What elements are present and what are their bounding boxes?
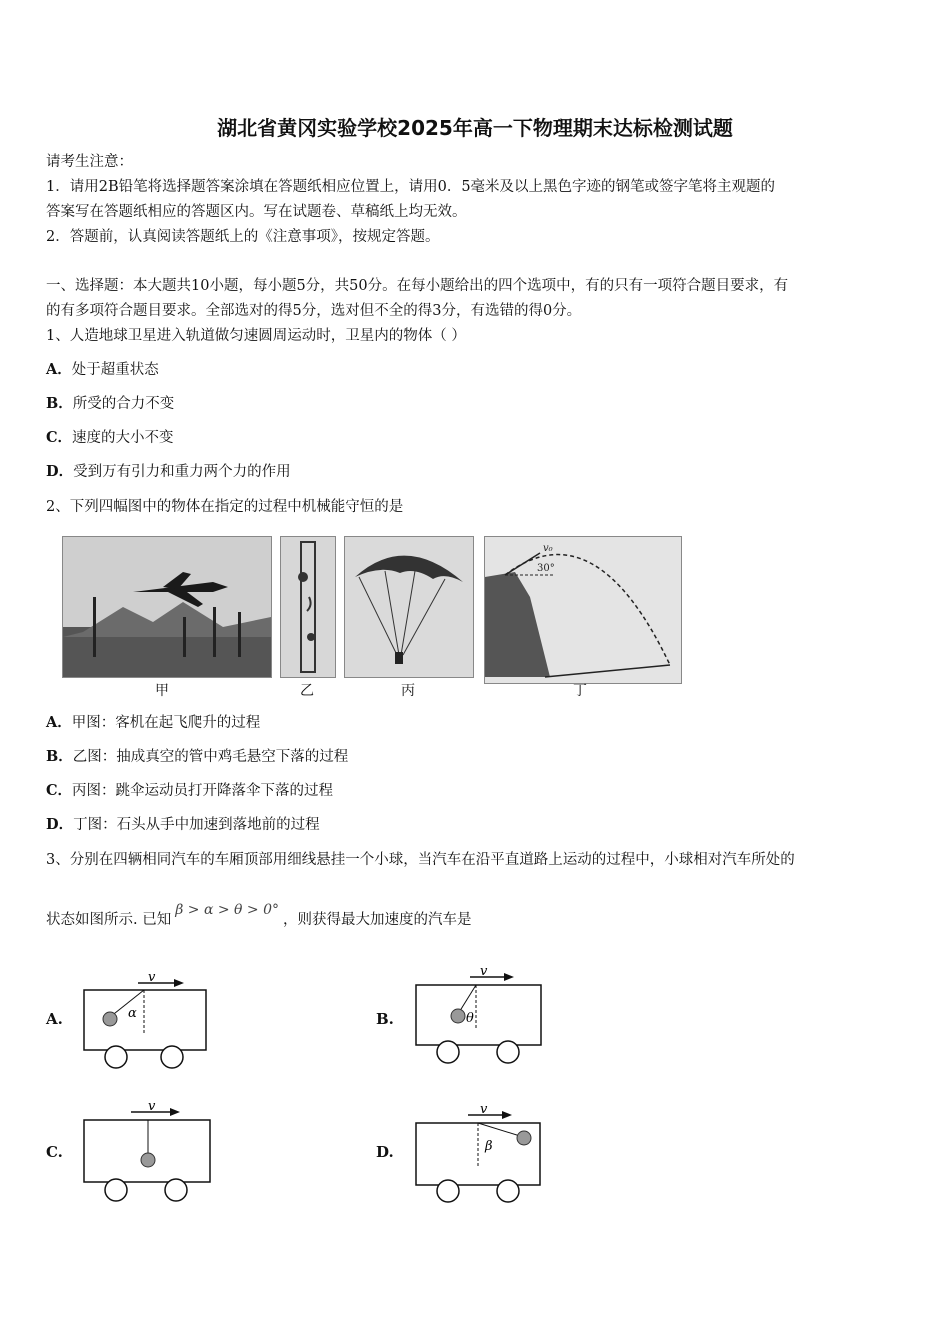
car-diagram-b: [408, 960, 548, 1070]
q3-stem: 3、分别在四辆相同汽车的车厢顶部用细线悬挂一个小球，当汽车在沿平直道路上运动的过程中，小球相对汽车所处的: [46, 852, 795, 868]
section-line-1: 一、选择题：本大题共10小题，每小题5分，共50分。在每小题给出的四个选项中，有的只有一项符合题目要求，有: [46, 278, 789, 294]
photo-projectile: [484, 536, 682, 684]
q2-option-b: B．乙图：抽成真空的管中鸡毛悬空下落的过程: [46, 748, 349, 765]
caption-jia: 甲: [155, 683, 169, 699]
velocity-label-b: v: [480, 964, 488, 979]
car-b-label: B.: [376, 1010, 394, 1028]
notice-line-1: 1．请用2B铅笔将选择题答案涂填在答题纸相应位置上，请用0．5毫米及以上黑色字迹的钢笔或签字笔将主观题的: [46, 179, 776, 195]
car-c-label: C.: [46, 1143, 63, 1161]
angle-alpha: α: [128, 1006, 137, 1021]
q3-stem-2: 状态如图所示. 已知β > α > θ > 0°，则获得最大加速度的汽车是: [46, 902, 472, 928]
vacuum-tube-image: [281, 537, 335, 677]
car-diagram-a: [76, 965, 216, 1070]
q2-option-c: C．丙图：跳伞运动员打开降落伞下落的过程: [46, 782, 334, 799]
q2-option-a: A．甲图：客机在起飞爬升的过程: [46, 714, 261, 731]
velocity-label-c: v: [148, 1099, 156, 1114]
photo-parachute: [344, 536, 474, 678]
parachute-image: [345, 537, 473, 677]
q1-option-a: A．处于超重状态: [46, 361, 159, 378]
caption-ding: 丁: [573, 683, 587, 699]
q1-option-c: C．速度的大小不变: [46, 429, 174, 446]
car-a-label: A.: [46, 1010, 63, 1028]
page-title: 湖北省黄冈实验学校2025年高一下物理期末达标检测试题: [217, 116, 733, 140]
airplane-image: [63, 537, 271, 677]
angle-label: 30°: [537, 563, 555, 574]
notice-line-2: 2．答题前，认真阅读答题纸上的《注意事项》，按规定答题。: [46, 229, 440, 245]
q2-stem: 2、下列四幅图中的物体在指定的过程中机械能守恒的是: [46, 499, 404, 515]
v0-label: v₀: [543, 543, 553, 554]
velocity-label-a: v: [148, 970, 156, 985]
q3-formula: β > α > θ > 0°: [175, 902, 279, 918]
angle-beta: β: [485, 1139, 493, 1154]
q2-figure-strip: [58, 528, 688, 703]
car-d-label: D.: [376, 1143, 394, 1161]
q1-option-b: B．所受的合力不变: [46, 395, 175, 412]
caption-bing: 丙: [401, 683, 415, 699]
angle-theta: θ: [466, 1011, 474, 1026]
photo-airplane: [62, 536, 272, 678]
photo-vacuum-tube: [280, 536, 336, 678]
velocity-label-d: v: [480, 1102, 488, 1117]
notice-line-1b: 答案写在答题纸相应的答题区内。写在试题卷、草稿纸上均无效。: [46, 204, 467, 220]
q2-option-d: D．丁图：石头从手中加速到落地前的过程: [46, 816, 320, 833]
section-line-2: 的有多项符合题目要求。全部选对的得5分，选对但不全的得3分，有选错的得0分。: [46, 303, 582, 319]
projectile-image: [485, 537, 681, 683]
car-diagram-c: [76, 1095, 221, 1205]
caption-yi: 乙: [300, 683, 314, 699]
notice-heading: 请考生注意：: [46, 154, 133, 170]
q1-stem: 1、人造地球卫星进入轨道做匀速圆周运动时，卫星内的物体（ ）: [46, 328, 466, 344]
q1-option-d: D．受到万有引力和重力两个力的作用: [46, 463, 291, 480]
car-diagram-d: [408, 1098, 548, 1206]
